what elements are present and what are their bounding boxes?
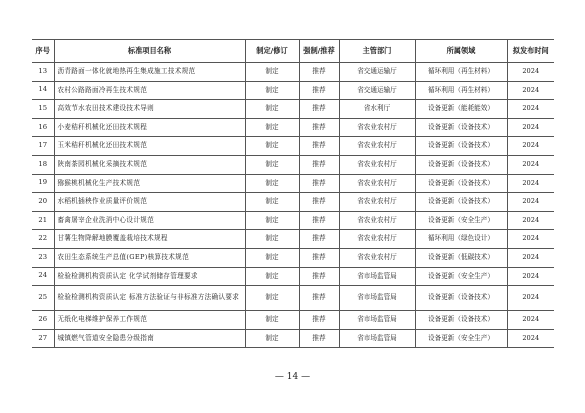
- table-row: [32, 137, 554, 156]
- cell-release-time: 2024: [507, 230, 554, 249]
- cell-standard-name: 甘薯生物降解地膜覆盖栽培技术规程: [54, 230, 245, 249]
- cell-serial-number: 19: [32, 174, 54, 193]
- cell-formulate-revise: 制定: [245, 63, 299, 82]
- cell-standard-name: 玉米秸秆机械化还田技术规范: [54, 137, 245, 156]
- table-row: [32, 329, 554, 348]
- table-row: [32, 193, 554, 212]
- cell-standard-name: 检验检测机构资质认定 化学试剂储存管理要求: [54, 267, 245, 286]
- cell-standard-name: 农田生态系统生产总值(GEP)核算技术规范: [54, 248, 245, 267]
- cell-release-time: 2024: [507, 267, 554, 286]
- table-row: [32, 118, 554, 137]
- table-row: [32, 267, 554, 286]
- cell-department: 省交通运输厅: [339, 81, 415, 100]
- cell-department: 省农业农村厅: [339, 174, 415, 193]
- cell-domain: 设备更新（设备技术）: [415, 286, 507, 311]
- table-row: [32, 155, 554, 174]
- cell-release-time: 2024: [507, 193, 554, 212]
- cell-department: 省农业农村厅: [339, 193, 415, 212]
- cell-department: 省农业农村厅: [339, 137, 415, 156]
- cell-mandatory-recommended: 推荐: [299, 211, 339, 230]
- table-row: [32, 211, 554, 230]
- cell-release-time: 2024: [507, 81, 554, 100]
- cell-formulate-revise: 制定: [245, 211, 299, 230]
- cell-formulate-revise: 制定: [245, 174, 299, 193]
- cell-department: 省市场监管局: [339, 311, 415, 330]
- cell-formulate-revise: 制定: [245, 100, 299, 119]
- standards-table: [32, 39, 554, 348]
- cell-serial-number: 16: [32, 118, 54, 137]
- table-header-row: [32, 40, 554, 63]
- table-row: [32, 100, 554, 119]
- cell-department: 省农业农村厅: [339, 230, 415, 249]
- cell-mandatory-recommended: 推荐: [299, 81, 339, 100]
- cell-domain: 设备更新（设备技术）: [415, 174, 507, 193]
- cell-formulate-revise: 制定: [245, 311, 299, 330]
- cell-serial-number: 18: [32, 155, 54, 174]
- cell-standard-name: 小麦秸秆机械化还田技术规程: [54, 118, 245, 137]
- cell-formulate-revise: 制定: [245, 248, 299, 267]
- cell-mandatory-recommended: 推荐: [299, 311, 339, 330]
- cell-mandatory-recommended: 推荐: [299, 155, 339, 174]
- header-domain: 所属领域: [415, 40, 507, 63]
- cell-department: 省农业农村厅: [339, 118, 415, 137]
- cell-department: 省交通运输厅: [339, 63, 415, 82]
- cell-serial-number: 21: [32, 211, 54, 230]
- cell-serial-number: 17: [32, 137, 54, 156]
- table-row: [32, 174, 554, 193]
- cell-serial-number: 26: [32, 311, 54, 330]
- table-row: [32, 248, 554, 267]
- cell-serial-number: 22: [32, 230, 54, 249]
- cell-formulate-revise: 制定: [245, 137, 299, 156]
- cell-mandatory-recommended: 推荐: [299, 193, 339, 212]
- cell-serial-number: 27: [32, 329, 54, 348]
- cell-department: 省水利厅: [339, 100, 415, 119]
- cell-domain: 设备更新（设备技术）: [415, 118, 507, 137]
- header-release-time: 拟发布时间: [507, 40, 554, 63]
- cell-release-time: 2024: [507, 329, 554, 348]
- cell-mandatory-recommended: 推荐: [299, 248, 339, 267]
- cell-serial-number: 24: [32, 267, 54, 286]
- header-serial-number: 序号: [32, 40, 54, 63]
- cell-domain: 设备更新（安全生产）: [415, 267, 507, 286]
- cell-release-time: 2024: [507, 63, 554, 82]
- cell-release-time: 2024: [507, 100, 554, 119]
- cell-mandatory-recommended: 推荐: [299, 267, 339, 286]
- cell-serial-number: 14: [32, 81, 54, 100]
- cell-release-time: 2024: [507, 174, 554, 193]
- table-row: [32, 230, 554, 249]
- cell-mandatory-recommended: 推荐: [299, 230, 339, 249]
- cell-mandatory-recommended: 推荐: [299, 329, 339, 348]
- cell-release-time: 2024: [507, 286, 554, 311]
- cell-formulate-revise: 制定: [245, 267, 299, 286]
- cell-standard-name: 猕猴桃机械化生产技术规范: [54, 174, 245, 193]
- cell-department: 省市场监管局: [339, 329, 415, 348]
- cell-department: 省农业农村厅: [339, 211, 415, 230]
- cell-department: 省农业农村厅: [339, 248, 415, 267]
- cell-standard-name: 城镇燃气管道安全隐患分级指南: [54, 329, 245, 348]
- cell-standard-name: 陕南茶园机械化采摘技术规范: [54, 155, 245, 174]
- cell-formulate-revise: 制定: [245, 230, 299, 249]
- cell-standard-name: 农村公路路面冷再生技术规范: [54, 81, 245, 100]
- cell-formulate-revise: 制定: [245, 155, 299, 174]
- cell-serial-number: 13: [32, 63, 54, 82]
- cell-domain: 循环利用（绿色设计）: [415, 230, 507, 249]
- table-row: [32, 311, 554, 330]
- cell-domain: 设备更新（低碳技术）: [415, 248, 507, 267]
- cell-release-time: 2024: [507, 155, 554, 174]
- cell-domain: 设备更新（设备技术）: [415, 137, 507, 156]
- cell-standard-name: 无纸化电梯维护保养工作规范: [54, 311, 245, 330]
- cell-mandatory-recommended: 推荐: [299, 63, 339, 82]
- cell-domain: 设备更新（能耗能效）: [415, 100, 507, 119]
- cell-domain: 循环利用（再生材料）: [415, 63, 507, 82]
- cell-release-time: 2024: [507, 311, 554, 330]
- cell-formulate-revise: 制定: [245, 118, 299, 137]
- cell-standard-name: 水稻机插秧作业质量评价规范: [54, 193, 245, 212]
- cell-mandatory-recommended: 推荐: [299, 137, 339, 156]
- cell-release-time: 2024: [507, 137, 554, 156]
- cell-serial-number: 15: [32, 100, 54, 119]
- cell-release-time: 2024: [507, 211, 554, 230]
- cell-department: 省农业农村厅: [339, 155, 415, 174]
- table-row: [32, 81, 554, 100]
- table-row: [32, 286, 554, 311]
- cell-formulate-revise: 制定: [245, 193, 299, 212]
- cell-mandatory-recommended: 推荐: [299, 118, 339, 137]
- cell-domain: 设备更新（安全生产）: [415, 211, 507, 230]
- table-row: [32, 63, 554, 82]
- cell-serial-number: 20: [32, 193, 54, 212]
- cell-release-time: 2024: [507, 118, 554, 137]
- cell-standard-name: 高效节水农田技术建设技术导则: [54, 100, 245, 119]
- cell-domain: 设备更新（设备技术）: [415, 155, 507, 174]
- cell-formulate-revise: 制定: [245, 81, 299, 100]
- cell-mandatory-recommended: 推荐: [299, 286, 339, 311]
- cell-domain: 设备更新（设备技术）: [415, 193, 507, 212]
- cell-department: 省市场监管局: [339, 286, 415, 311]
- cell-standard-name: 检验检测机构资质认定 标准方法验证与非标准方法确认要求: [54, 286, 245, 311]
- cell-release-time: 2024: [507, 248, 554, 267]
- cell-formulate-revise: 制定: [245, 329, 299, 348]
- cell-department: 省市场监管局: [339, 267, 415, 286]
- header-department: 主管部门: [339, 40, 415, 63]
- cell-serial-number: 25: [32, 286, 54, 311]
- header-standard-name: 标准项目名称: [54, 40, 245, 63]
- cell-domain: 循环利用（再生材料）: [415, 81, 507, 100]
- cell-domain: 设备更新（设备技术）: [415, 311, 507, 330]
- cell-serial-number: 23: [32, 248, 54, 267]
- cell-standard-name: 沥青路面一体化就地热再生集成施工技术规范: [54, 63, 245, 82]
- header-mandatory-recommended: 强制/推荐: [299, 40, 339, 63]
- cell-mandatory-recommended: 推荐: [299, 100, 339, 119]
- header-formulate-revise: 制定/修订: [245, 40, 299, 63]
- cell-domain: 设备更新（安全生产）: [415, 329, 507, 348]
- cell-formulate-revise: 制定: [245, 286, 299, 311]
- cell-mandatory-recommended: 推荐: [299, 174, 339, 193]
- cell-standard-name: 畜禽屠宰企业洗消中心设计规范: [54, 211, 245, 230]
- page-number: — 14 —: [274, 372, 311, 382]
